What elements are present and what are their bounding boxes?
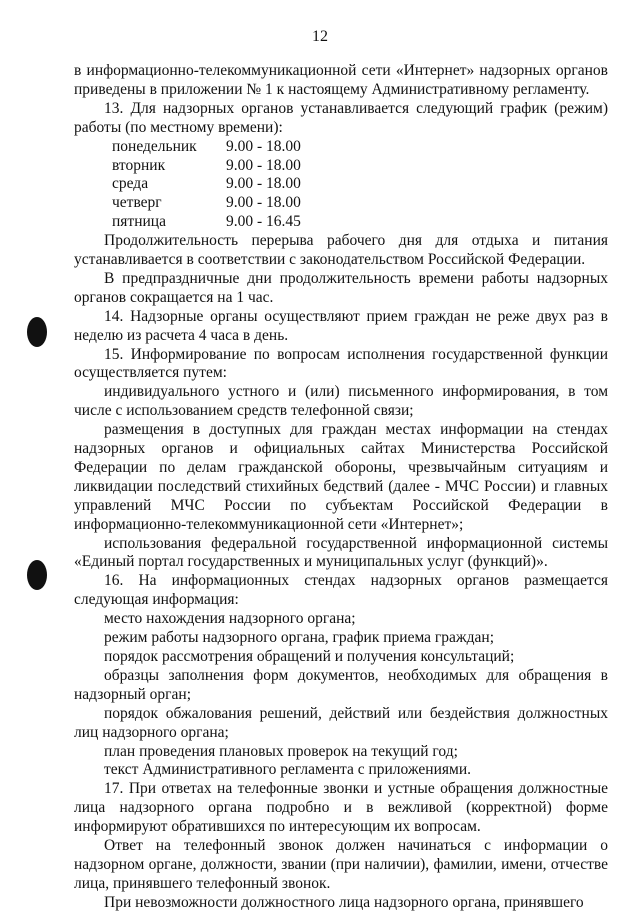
list-item: текст Административного регламента с приложениями. — [104, 761, 471, 779]
schedule-row — [112, 213, 608, 232]
list-item: место нахождения надзорного органа; — [104, 610, 356, 628]
paragraph: индивидуального устного и (или) письменного информирования, в том числе с использованием средств телефонной связи; — [74, 383, 608, 420]
paragraph: 13. Для надзорных органов устанавливается следующий график (режим) работы (по местному времени): — [74, 99, 608, 136]
list-item: порядок обжалования решений, действий или бездействия должностных лиц надзорного органа; — [74, 704, 608, 741]
schedule-hours: 9.00 - 18.00 — [226, 137, 301, 155]
schedule-day: пятница — [112, 213, 166, 231]
schedule-day: четверг — [112, 194, 162, 212]
paragraph: Ответ на телефонный звонок должен начинаться с информации о надзорном органе, должности, звании (при наличии), фамилии, имени, отчестве лица, принявшего телефонный звонок. — [74, 837, 608, 892]
list-item: режим работы надзорного органа, график приема граждан; — [104, 629, 494, 647]
page-number: 12 — [312, 28, 328, 45]
list-item: образцы заполнения форм документов, необходимых для обращения в надзорный орган; — [74, 666, 608, 703]
paragraph: в информационно-телекоммуникационной сети «Интернет» надзорных органов приведены в приложении № 1 к настоящему Административному регламенту. — [74, 62, 608, 98]
paragraph: 15. Информирование по вопросам исполнения государственной функции осуществляется путем: — [74, 345, 608, 382]
paragraph: 14. Надзорные органы осуществляют прием граждан не реже двух раз в неделю из расчета 4 часа в день. — [74, 307, 608, 344]
list-item: порядок рассмотрения обращений и получения консультаций; — [104, 648, 515, 666]
paragraph: размещения в доступных для граждан местах информации на стендах надзорных органов и официальных сайтах Министерства Российской Федерации по делам гражданской обороны, чрезвычайным ситуациям и ликвидации последствий стихийных бедствий (далее - МЧС России) и главных управлений МЧС России по субъектам Российской Федерации в информационно-телекоммуникационной сети «Интернет»; — [74, 421, 608, 533]
schedule-hours: 9.00 - 18.00 — [226, 194, 301, 212]
document-body — [74, 62, 608, 913]
binder-hole-mark — [27, 560, 47, 590]
paragraph: использования федеральной государственной информационной системы «Единый портал государственных и муниципальных услуг (функций)». — [74, 534, 608, 571]
schedule-row — [112, 157, 608, 176]
binder-hole-mark — [27, 317, 47, 347]
paragraph: 17. При ответах на телефонные звонки и устные обращения должностные лица надзорного органа подробно и в вежливой (корректной) форме информируют обратившихся по интересующим их вопросам. — [74, 780, 608, 836]
schedule-row — [112, 138, 608, 157]
schedule-hours: 9.00 - 16.45 — [226, 213, 301, 231]
paragraph: При невозможности должностного лица надзорного органа, принявшего — [104, 893, 584, 911]
schedule-hours: 9.00 - 18.00 — [226, 175, 301, 193]
schedule-day: вторник — [112, 156, 166, 174]
schedule-row — [112, 194, 608, 213]
list-item: план проведения плановых проверок на текущий год; — [104, 742, 458, 760]
schedule-day: среда — [112, 175, 149, 193]
schedule-day: понедельник — [112, 137, 197, 155]
work-schedule — [112, 138, 608, 232]
paragraph: 16. На информационных стендах надзорных органов размещается следующая информация: — [74, 572, 608, 609]
schedule-hours: 9.00 - 18.00 — [226, 156, 301, 174]
paragraph: Продолжительность перерыва рабочего дня для отдыха и питания устанавливается в соответствии с законодательством Российской Федерации. — [74, 232, 608, 268]
paragraph: В предпраздничные дни продолжительность времени работы надзорных органов сокращается на 1 час. — [74, 269, 608, 306]
schedule-row — [112, 175, 608, 194]
